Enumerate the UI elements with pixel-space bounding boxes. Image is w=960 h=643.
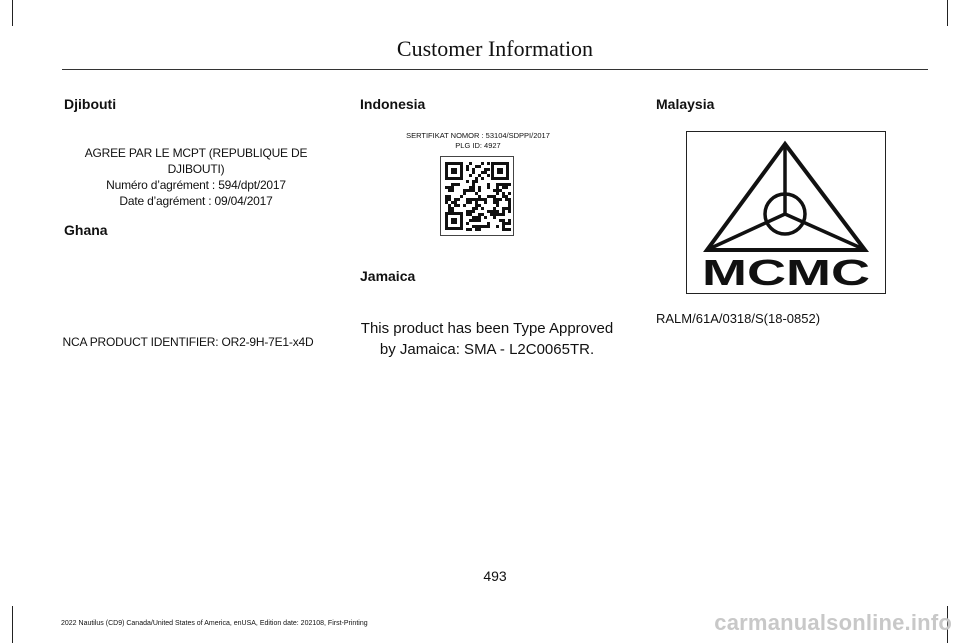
ghana-identifier: NCA PRODUCT IDENTIFIER: OR2-9H-7E1-x4D	[62, 335, 314, 349]
djibouti-heading: Djibouti	[64, 96, 117, 112]
header-rule	[62, 69, 928, 70]
indonesia-cert-block	[404, 131, 552, 151]
mcmc-triangle-icon	[687, 132, 885, 293]
watermark: carmanualsonline.info	[714, 610, 952, 635]
page-number: 493	[483, 568, 507, 584]
jamaica-heading: Jamaica	[360, 268, 416, 284]
mcmc-logo	[686, 131, 886, 294]
djibouti-approval-text	[62, 145, 330, 209]
crop-mark-top-right-v	[947, 0, 948, 26]
mcmc-logo-text: MCMC	[702, 252, 870, 293]
malaysia-reference: RALM/61A/0318/S(18-0852)	[656, 311, 821, 326]
qr-code-graphic	[441, 157, 513, 235]
indonesia-cert-number: SERTIFIKAT NOMOR : 53104/SDPPI/2017	[406, 131, 550, 140]
indonesia-plg-id: PLG ID: 4927	[455, 141, 501, 150]
djibouti-line-3: Date d’agrément : 09/04/2017	[119, 194, 273, 208]
jamaica-line-2: by Jamaica: SMA - L2C0065TR.	[379, 341, 595, 358]
djibouti-line-2: Numéro d’agrément : 594/dpt/2017	[106, 178, 286, 192]
ghana-heading: Ghana	[64, 222, 108, 238]
jamaica-line-1: This product has been Type Approved	[360, 320, 614, 337]
jamaica-approval-text	[354, 318, 620, 360]
crop-mark-bottom-left-v	[12, 606, 13, 643]
edition-line: 2022 Nautilus (CD9) Canada/United States of America, enUSA, Edition date: 202108, First-Printing	[61, 620, 368, 627]
malaysia-heading: Malaysia	[656, 96, 715, 112]
djibouti-line-1: AGREE PAR LE MCPT (REPUBLIQUE DE DJIBOUTI)	[84, 146, 308, 176]
qr-code-icon	[440, 156, 514, 236]
crop-mark-top-left-v	[12, 0, 13, 26]
page-title: Customer Information	[396, 36, 594, 61]
indonesia-heading: Indonesia	[360, 96, 426, 112]
